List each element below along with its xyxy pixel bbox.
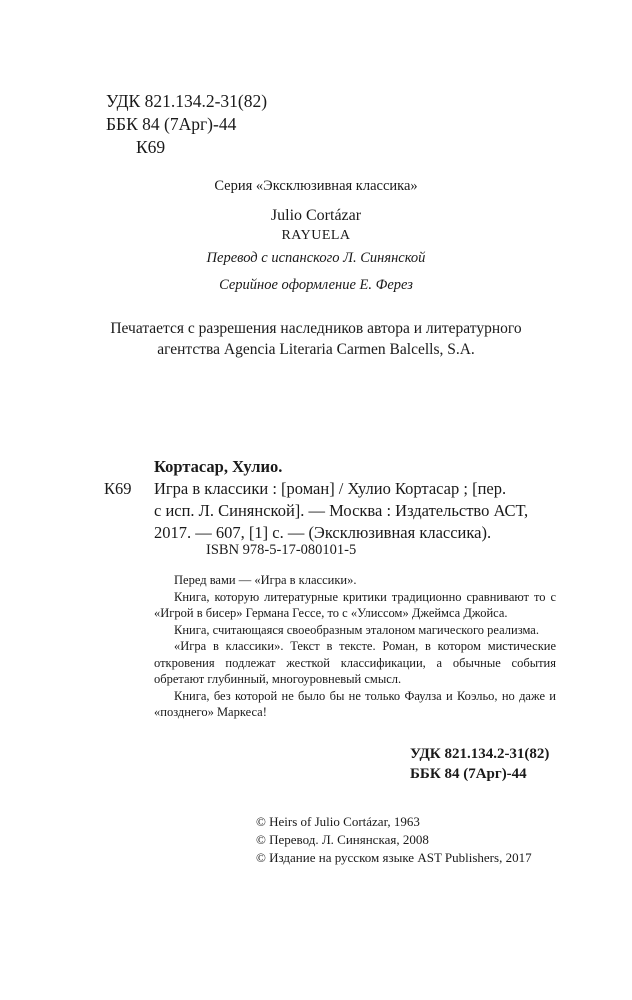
permission-notice	[0, 318, 632, 360]
classification-codes-bottom	[410, 744, 549, 784]
bbk-code: ББК 84 (7Арг)-44	[106, 114, 237, 134]
bibliographic-record	[104, 456, 554, 544]
abstract-paragraph: «Игра в классики». Текст в тексте. Роман, в котором мистические откровения подлежат жесткой классификации, а обычные события обретают глубинный, многоуровневый смысл.	[154, 639, 556, 686]
copyright-line: © Издание на русском языке AST Publishers, 2017	[256, 850, 532, 865]
series-line: Серия «Эксклюзивная классика»	[214, 178, 418, 194]
author-index: К69	[104, 479, 132, 498]
classification-codes-top	[106, 90, 267, 159]
permission-line: Печатается с разрешения наследников автора и литературного	[110, 320, 522, 337]
abstract-paragraph: Книга, без которой не было бы не только Фаулза и Коэльо, но даже и «позднего» Маркеса!	[154, 688, 556, 719]
permission-line: агентства Agencia Literaria Carmen Balcells, S.A.	[157, 341, 475, 358]
copyright-line: © Heirs of Julio Cortázar, 1963	[256, 814, 420, 829]
copyright-notices	[256, 813, 532, 867]
record-line: 2017. — 607, [1] с. — (Эксклюзивная классика).	[154, 523, 492, 542]
abstract-paragraph: Перед вами — «Игра в классики».	[174, 573, 357, 587]
bbk-code: ББК 84 (7Арг)-44	[410, 766, 527, 782]
udk-code: УДК 821.134.2-31(82)	[106, 91, 268, 111]
copyright-line: © Перевод. Л. Синянская, 2008	[256, 832, 429, 847]
design-line: Серийное оформление Е. Ферез	[219, 277, 413, 293]
abstract-paragraph: Книга, которую литературные критики традиционно сравнивают то с «Игрой в бисер» Германа Гессе, то с «Улиссом» Джеймса Джойса.	[154, 589, 556, 620]
original-author: Julio Cortázar	[270, 207, 362, 224]
author-mark: К69	[136, 137, 166, 157]
translator-line: Перевод с испанского Л. Синянской	[206, 250, 426, 266]
record-line: с исп. Л. Синянской]. — Москва : Издательство АСТ,	[154, 501, 529, 520]
author-heading: Кортасар, Хулио.	[154, 457, 283, 476]
original-title: RAYUELA	[281, 228, 351, 243]
record-line: Игра в классики : [роман] / Хулио Кортасар ; [пер.	[154, 479, 507, 498]
abstract	[154, 572, 556, 721]
abstract-paragraph: Книга, считающаяся своеобразным эталоном магического реализма.	[174, 622, 539, 637]
isbn: ISBN 978-5-17-080101-5	[206, 542, 357, 558]
udk-code: УДК 821.134.2-31(82)	[410, 746, 550, 762]
